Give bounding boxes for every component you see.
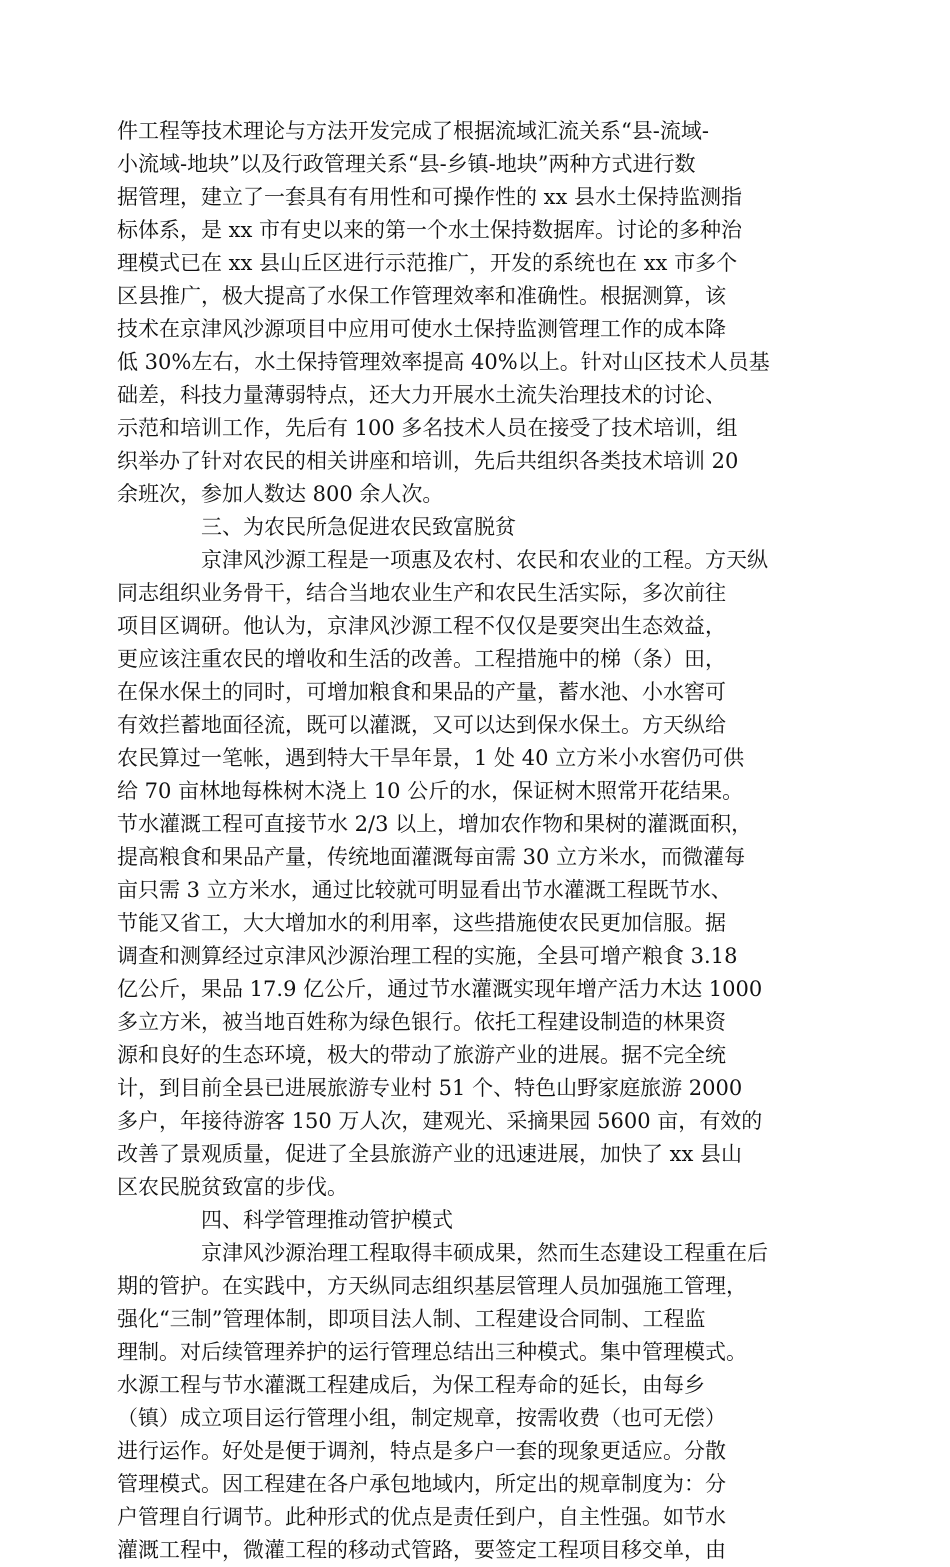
text-line: 灌溉工程中，微灌工程的移动式管路，要签定工程项目移交单，由 bbox=[117, 1538, 726, 1562]
text-line: 小流域-地块”以及行政管理关系“县-乡镇-地块”两种方式进行数 bbox=[117, 152, 696, 176]
text-line: 低 30%左右，水土保持管理效率提高 40%以上。针对山区技术人员基 bbox=[117, 350, 770, 374]
text-line: 示范和培训工作，先后有 100 多名技术人员在接受了技术培训，组 bbox=[117, 416, 738, 440]
paragraph-start-line: 三、为农民所急促进农民致富脱贫 bbox=[201, 515, 516, 539]
paragraph-start-line: 京津风沙源工程是一项惠及农村、农民和农业的工程。方天纵 bbox=[201, 548, 768, 572]
text-line: 织举办了针对农民的相关讲座和培训，先后共组织各类技术培训 20 bbox=[117, 449, 739, 473]
text-line: 多户，年接待游客 150 万人次，建观光、采摘果园 5600 亩，有效的 bbox=[117, 1109, 763, 1133]
text-line: 础差，科技力量薄弱特点，还大力开展水土流失治理技术的讨论、 bbox=[117, 383, 726, 407]
text-line: 标体系，是 xx 市有史以来的第一个水土保持数据库。讨论的多种治 bbox=[117, 218, 743, 242]
text-line: 源和良好的生态环境，极大的带动了旅游产业的进展。据不完全统 bbox=[117, 1043, 726, 1067]
text-line: 计，到目前全县已进展旅游专业村 51 个、特色山野家庭旅游 2000 bbox=[117, 1076, 743, 1100]
paragraph-start-line: 四、科学管理推动管护模式 bbox=[201, 1208, 453, 1232]
text-line: 改善了景观质量，促进了全县旅游产业的迅速进展，加快了 xx 县山 bbox=[117, 1142, 743, 1166]
text-line: 在保水保土的同时，可增加粮食和果品的产量，蓄水池、小水窖可 bbox=[117, 680, 726, 704]
text-line: 理制。对后续管理养护的运行管理总结出三种模式。集中管理模式。 bbox=[117, 1340, 747, 1364]
paragraph-start-line: 京津风沙源治理工程取得丰硕成果，然而生态建设工程重在后 bbox=[201, 1241, 768, 1265]
text-line: 更应该注重农民的增收和生活的改善。工程措施中的梯（条）田， bbox=[117, 647, 726, 671]
text-line: 户管理自行调节。此种形式的优点是责任到户，自主性强。如节水 bbox=[117, 1505, 726, 1529]
text-line: 余班次，参加人数达 800 余人次。 bbox=[117, 482, 444, 506]
document-page bbox=[117, 115, 817, 1567]
text-line: 项目区调研。他认为，京津风沙源工程不仅仅是要突出生态效益， bbox=[117, 614, 726, 638]
text-line: 节水灌溉工程可直接节水 2/3 以上，增加农作物和果树的灌溉面积， bbox=[117, 812, 753, 836]
text-line: 水源工程与节水灌溉工程建成后，为保工程寿命的延长，由每乡 bbox=[117, 1373, 705, 1397]
text-line: （镇）成立项目运行管理小组，制定规章，按需收费（也可无偿） bbox=[117, 1406, 726, 1430]
text-line: 区县推广，极大提高了水保工作管理效率和准确性。根据测算，该 bbox=[117, 284, 726, 308]
text-line: 亿公斤，果品 17.9 亿公斤，通过节水灌溉实现年增产活力木达 1000 bbox=[117, 977, 763, 1001]
text-line: 进行运作。好处是便于调剂，特点是多户一套的现象更适应。分散 bbox=[117, 1439, 726, 1463]
text-line: 同志组织业务骨干，结合当地农业生产和农民生活实际，多次前往 bbox=[117, 581, 726, 605]
text-line: 提高粮食和果品产量，传统地面灌溉每亩需 30 立方米水，而微灌每 bbox=[117, 845, 746, 869]
text-line: 理模式已在 xx 县山丘区进行示范推广，开发的系统也在 xx 市多个 bbox=[117, 251, 738, 275]
text-line: 农民算过一笔帐，遇到特大干旱年景，1 处 40 立方米小水窖仍可供 bbox=[117, 746, 745, 770]
text-line: 据管理，建立了一套具有有用性和可操作性的 xx 县水土保持监测指 bbox=[117, 185, 743, 209]
text-line: 节能又省工，大大增加水的利用率，这些措施使农民更加信服。据 bbox=[117, 911, 726, 935]
text-line: 调查和测算经过京津风沙源治理工程的实施，全县可增产粮食 3.18 bbox=[117, 944, 738, 968]
text-line: 有效拦蓄地面径流，既可以灌溉，又可以达到保水保土。方天纵给 bbox=[117, 713, 726, 737]
text-line: 区农民脱贫致富的步伐。 bbox=[117, 1175, 348, 1199]
text-line: 技术在京津风沙源项目中应用可使水土保持监测管理工作的成本降 bbox=[117, 317, 726, 341]
text-line: 强化“三制”管理体制，即项目法人制、工程建设合同制、工程监 bbox=[117, 1307, 706, 1331]
text-line: 管理模式。因工程建在各户承包地域内，所定出的规章制度为：分 bbox=[117, 1472, 726, 1496]
text-line: 期的管护。在实践中，方天纵同志组织基层管理人员加强施工管理， bbox=[117, 1274, 747, 1298]
text-line: 给 70 亩林地每株树木浇上 10 公斤的水，保证树木照常开花结果。 bbox=[117, 779, 744, 803]
text-line: 亩只需 3 立方米水，通过比较就可明显看出节水灌溉工程既节水、 bbox=[117, 878, 732, 902]
text-line: 件工程等技术理论与方法开发完成了根据流域汇流关系“县-流域- bbox=[117, 119, 709, 143]
text-line: 多立方米，被当地百姓称为绿色银行。依托工程建设制造的林果资 bbox=[117, 1010, 726, 1034]
